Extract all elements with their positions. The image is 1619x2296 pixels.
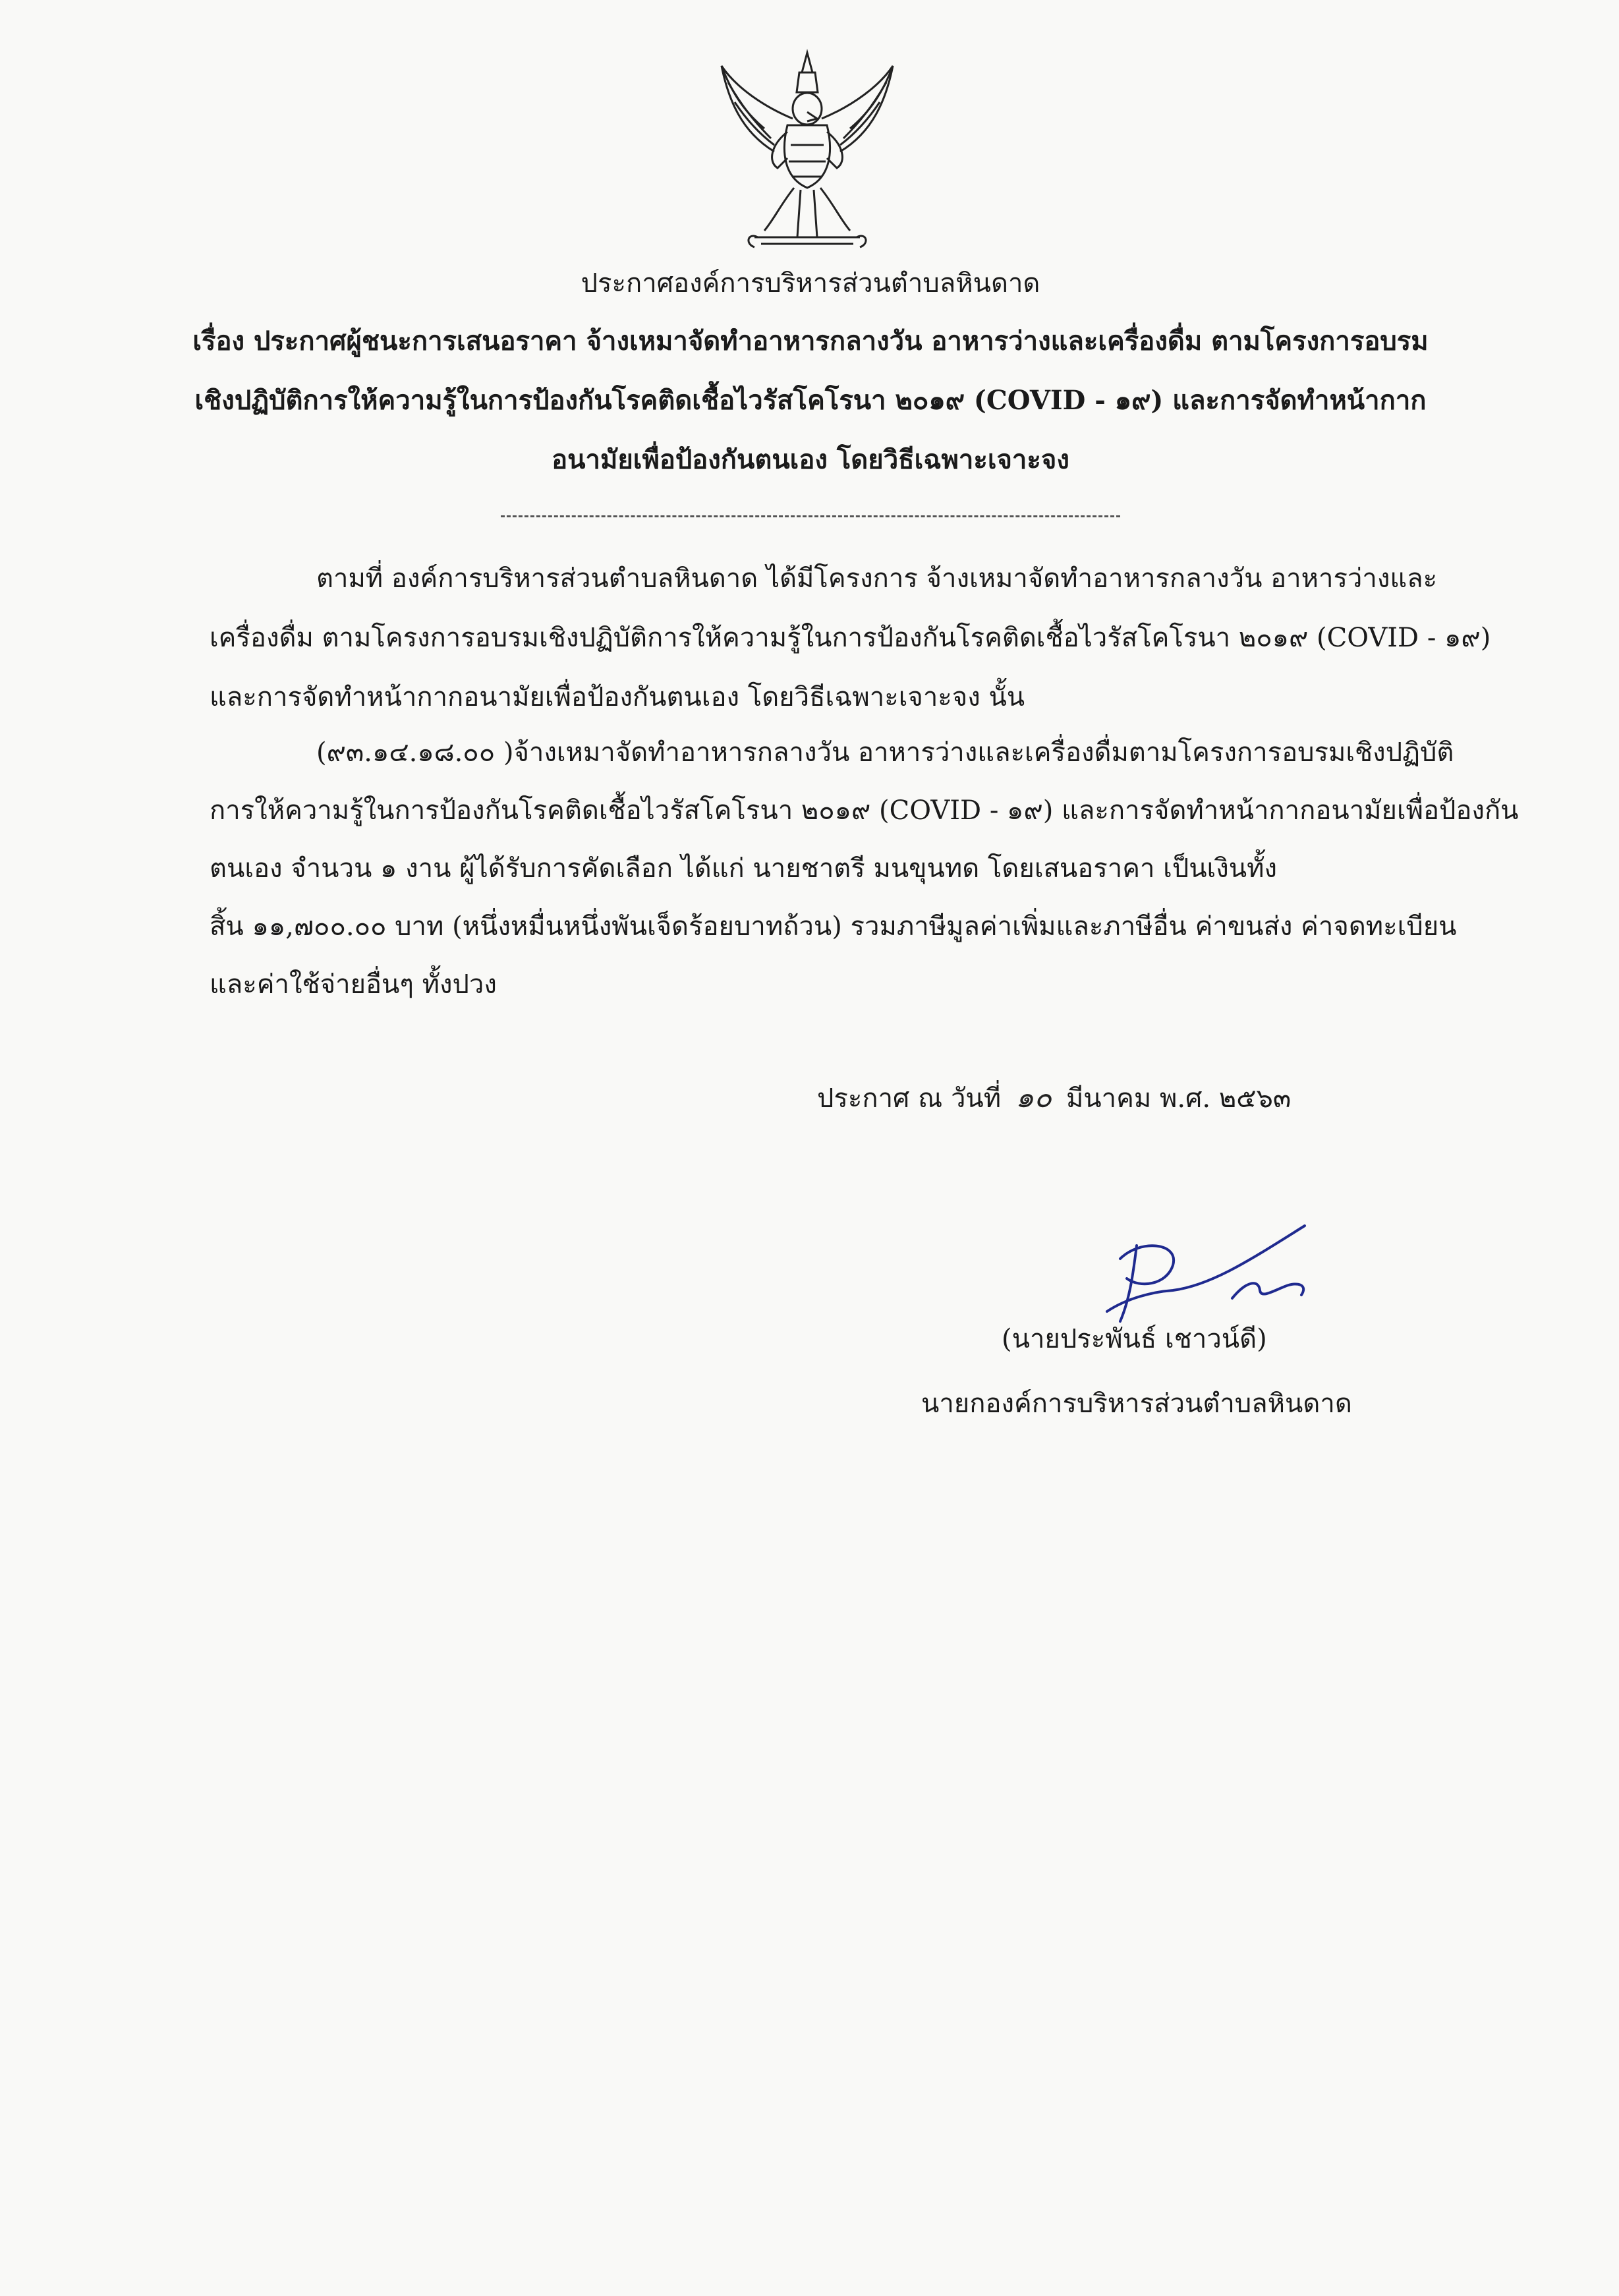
announcement-date	[817, 1078, 1291, 1118]
date-prefix: ประกาศ ณ วันที่	[817, 1083, 1002, 1114]
signer-name: (นายประพันธ์ เชาวน์ดี)	[1002, 1324, 1267, 1354]
garuda-emblem-icon	[708, 46, 906, 257]
body-line-3: และการจัดทำหน้ากากอนามัยเพื่อป้องกันตนเอง โดยวิธีเฉพาะเจาะจง นั้น	[210, 682, 1025, 712]
body-line-4: (๙๓.๑๔.๑๘.๐๐ )จ้างเหมาจัดทำอาหารกลางวัน อาหารว่างและเครื่องดื่มตามโครงการอบรมเชิงปฏิบัติ	[316, 737, 1454, 768]
subject-line-2: เชิงปฏิบัติการให้ความรู้ในการป้องกันโรคติดเชื้อไวรัสโคโรนา ๒๐๑๙ (COVID - ๑๙) และการจัดทำหน้ากาก	[194, 385, 1427, 416]
announcement-title: ประกาศองค์การบริหารส่วนตำบลหินดาด	[581, 268, 1040, 299]
body-line-7: สิ้น ๑๑,๗๐๐.๐๐ บาท (หนึ่งหมื่นหนึ่งพันเจ็ดร้อยบาทถ้วน) รวมภาษีมูลค่าเพิ่มและภาษีอื่น ค่าขนส่ง ค่าจดทะเบียน	[210, 911, 1457, 942]
body-line-2: เครื่องดื่ม ตามโครงการอบรมเชิงปฏิบัติการให้ความรู้ในการป้องกันโรคติดเชื้อไวรัสโคโรนา ๒๐๑๙ (COVID - ๑๙)	[210, 623, 1491, 653]
signer-position: นายกองค์การบริหารส่วนตำบลหินดาด	[921, 1389, 1352, 1419]
signature-icon	[1081, 1213, 1331, 1331]
body-line-5: การให้ความรู้ในการป้องกันโรคติดเชื้อไวรัสโคโรนา ๒๐๑๙ (COVID - ๑๙) และการจัดทำหน้ากากอนามัยเพื่อป้องกัน	[210, 795, 1519, 826]
body-line-8: และค่าใช้จ่ายอื่นๆ ทั้งปวง	[210, 969, 497, 1000]
body-line-1: ตามที่ องค์การบริหารส่วนตำบลหินดาด ได้มีโครงการ จ้างเหมาจัดทำอาหารกลางวัน อาหารว่างและ	[316, 563, 1438, 594]
dashed-divider	[501, 515, 1120, 517]
subject-line-1: เรื่อง ประกาศผู้ชนะการเสนอราคา จ้างเหมาจัดทำอาหารกลางวัน อาหารว่างและเครื่องดื่ม ตามโครงการอบรม	[192, 326, 1429, 357]
date-day-handwritten: ๑๐	[1015, 1081, 1052, 1114]
date-month-year: มีนาคม พ.ศ. ๒๕๖๓	[1065, 1083, 1292, 1114]
body-line-6: ตนเอง จำนวน ๑ งาน ผู้ได้รับการคัดเลือก ได้แก่ นายชาตรี มนขุนทด โดยเสนอราคา เป็นเงินทั้ง	[210, 853, 1277, 884]
subject-line-3: อนามัยเพื่อป้องกันตนเอง โดยวิธีเฉพาะเจาะจง	[552, 444, 1069, 475]
